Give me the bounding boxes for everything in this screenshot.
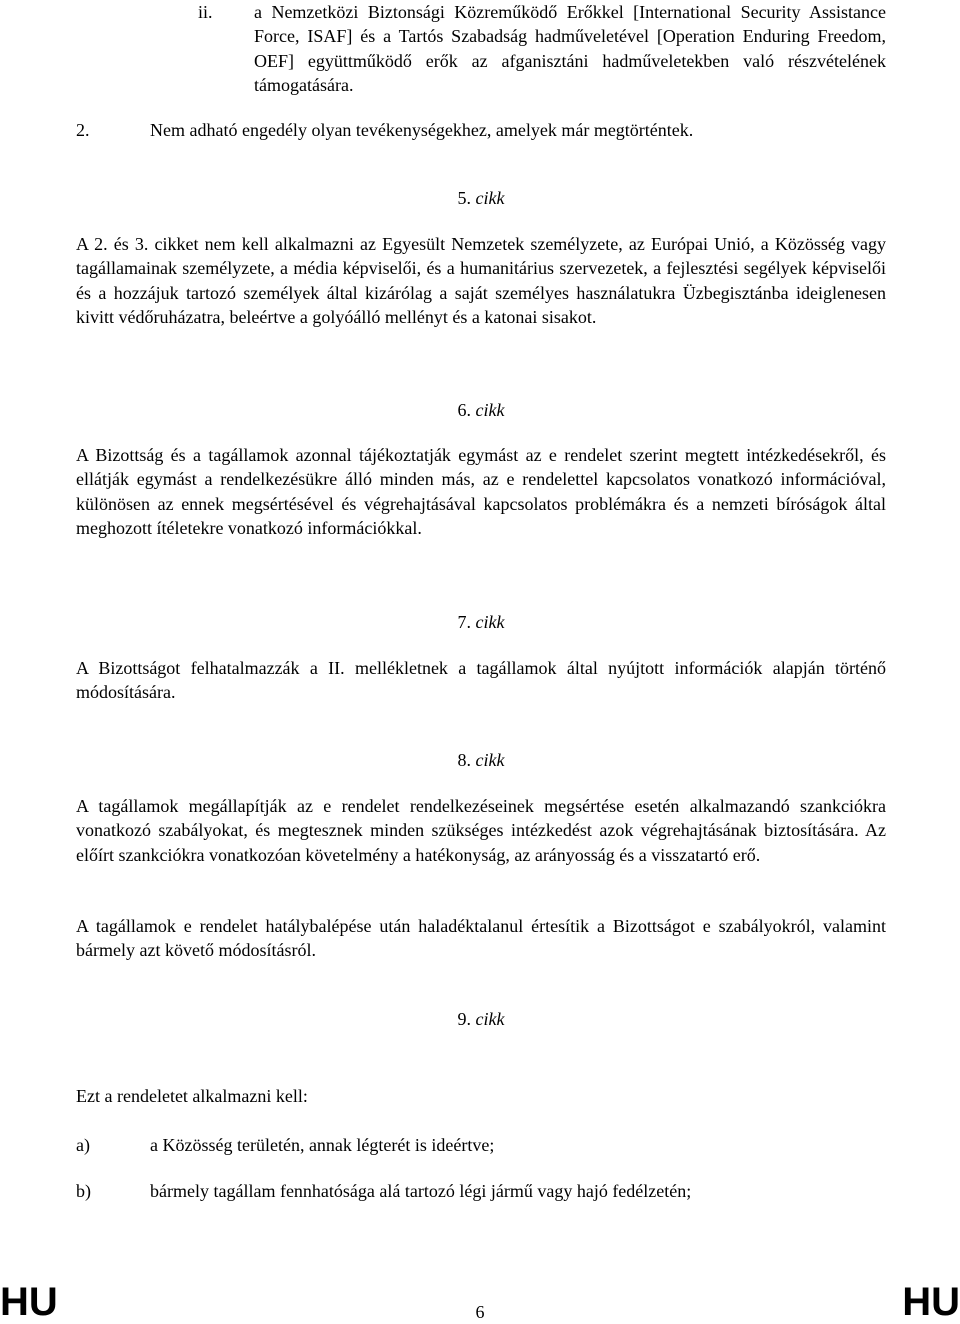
article-6-word: cikk xyxy=(475,400,505,420)
article-6-heading xyxy=(76,398,886,422)
article-6-number: 6. xyxy=(457,400,472,420)
article-9-intro: Ezt a rendeletet alkalmazni kell: xyxy=(76,1086,308,1106)
article-8-paragraph-2: A tagállamok e rendelet hatálybalépése után haladéktalanul értesítik a Bizottságot e szabályokról, valamint bármely azt követő módosításról. xyxy=(76,916,886,961)
article-8-heading xyxy=(76,748,886,772)
article-9-heading xyxy=(76,1007,886,1031)
list-label-2: 2. xyxy=(76,120,90,140)
article-9-word: cikk xyxy=(475,1009,505,1029)
article-7-text: A Bizottságot felhatalmazzák a II. mellékletnek a tagállamok által nyújtott információk alapján történő módosítására. xyxy=(76,658,886,703)
article-8-word: cikk xyxy=(475,750,505,770)
footer-language-right: HU xyxy=(902,1280,960,1324)
article-9-item-b-text: bármely tagállam fennhatósága alá tartozó légi jármű vagy hajó fedélzetén; xyxy=(150,1181,692,1201)
article-8-paragraph-1: A tagállamok megállapítják az e rendelet rendelkezéseinek megsértése esetén alkalmazandó szankciókra vonatkozó szabályokat, és megtesznek minden szükséges intézkedést azok végrehajtásának biztosítására. Az előírt szankciókra vonatkozóan követelmény a hatékonyság, az arányosság és a visszatartó erő. xyxy=(76,796,886,865)
article-6-text: A Bizottság és a tagállamok azonnal tájékoztatják egymást az e rendelet szerint megtett intézkedésekről, és ellátják egymást a rendelkezésükre álló minden más, az e rendelettel kapcsolatos vonatkozó információval, különösen az ennek megsértésével és végrehajtásával kapcsolatos problémákra és a nemzeti bíróságok által meghozott ítéletekre vonatkozó információkkal. xyxy=(76,445,886,539)
list-label-a: a) xyxy=(76,1135,90,1155)
article-5-text: A 2. és 3. cikket nem kell alkalmazni az Egyesült Nemzetek személyzete, az Európai Unió, a Közösség vagy tagállamainak személyzete, a média képviselői, és a humanitárius szervezetek, a fejlesztési segélyek képviselői és a hozzájuk tartozó személyek által kizárólag a saját személyes használatukra Üzbegisztánba ideiglenesen kivitt védőruházatra, beleértve a golyóálló mellényt és a katonai sisakot. xyxy=(76,234,886,328)
footer-language-left: HU xyxy=(0,1280,58,1324)
article-7-number: 7. xyxy=(457,612,472,632)
article-7-heading xyxy=(76,610,886,634)
list-item-2-text: Nem adható engedély olyan tevékenységekhez, amelyek már megtörténtek. xyxy=(150,120,694,140)
page-number: 6 xyxy=(475,1302,485,1322)
article-9-item-a-text: a Közösség területén, annak légterét is ideértve; xyxy=(150,1135,495,1155)
article-5-word: cikk xyxy=(475,188,505,208)
article-7-word: cikk xyxy=(475,612,505,632)
article-8-number: 8. xyxy=(457,750,472,770)
list-item-ii-text: a Nemzetközi Biztonsági Közreműködő Erőkkel [International Security Assistance Force, ISAF] és a Tartós Szabadság hadműveletével [Operation Enduring Freedom, OEF] együttműködő erők az afganisztáni hadműveletekben való részvételének támogatására. xyxy=(254,2,886,96)
list-label-ii: ii. xyxy=(198,2,213,22)
article-5-heading xyxy=(76,186,886,210)
article-5-number: 5. xyxy=(457,188,472,208)
article-9-number: 9. xyxy=(457,1009,472,1029)
list-label-b: b) xyxy=(76,1181,91,1201)
